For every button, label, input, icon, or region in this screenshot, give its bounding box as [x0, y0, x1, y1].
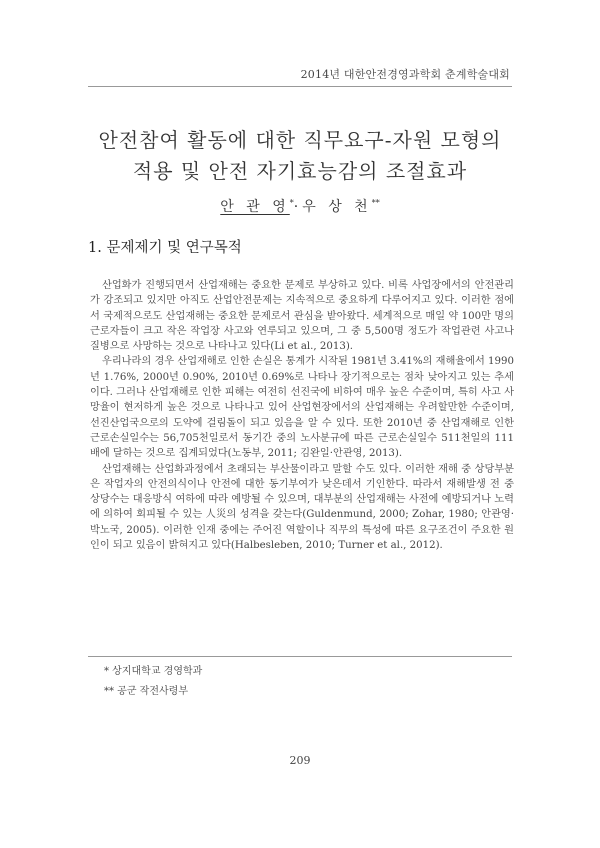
- footnote-divider: [88, 656, 512, 657]
- paragraph-2: 우리나라의 경우 산업재해로 인한 손실은 통계가 시작된 1981년 3.41%의 재해율에서 1990년 1.76%, 2000년 0.90%, 2010년 0.69%로 나타나 장기적으로는 점차 낮아지고 있는 추세이다. 그러나 산업재해로 인한 피해는 여전히 선진국에 비하여 매우 높은 수준이며, 특히 사고 사망율이 현저하게 높은 것으로 나타나고 있어 산업현장에서의 산업재해는 우려할만한 수준이며, 선진산업국으로의 도약에 걸림돌이 되고 있음을 알 수 있다. 또한 2010년 중 산업재해로 인한 근로손실일수는 56,705천일로서 동기간 중의 노사분규에 따른 근로손실일수 511천일의 111배에 달하는 것으로 집계되었다(노동부, 2011; 김완일·안관영, 2013).: [90, 356, 514, 460]
- footnote-1: * 상지대학교 경영학과: [104, 666, 203, 677]
- paragraph-1: 산업화가 진행되면서 산업재해는 중요한 문제로 부상하고 있다. 비록 사업장에서의 안전관리가 강조되고 있지만 아직도 산업안전문제는 지속적으로 중요하게 다루어지고 있다. 이러한 점에서 국제적으로도 산업재해는 중요한 문제로서 관심을 받아왔다. 세계적으로 매일 약 100만 명의 근로자들이 크고 작은 작업장 사고와 연루되고 있으며, 그 중 5,500명 정도가 작업관련 사고나 질병으로 사망하는 것으로 나타나고 있다(Li et al., 2013).: [90, 280, 514, 353]
- footnotes: [104, 662, 202, 702]
- author-2-mark: **: [371, 198, 380, 208]
- section-heading: 1. 문제제기 및 연구목적: [88, 240, 242, 256]
- author-line: [0, 196, 600, 216]
- paper-title-line-2: 적용 및 안전 자기효능감의 조절효과: [132, 159, 468, 183]
- paper-title-line-1: 안전참여 활동에 대한 직무요구-자원 모형의: [98, 128, 502, 152]
- paragraph-3: 산업재해는 산업화과정에서 초래되는 부산물이라고 말할 수도 있다. 이러한 재해 중 상당부분은 작업자의 안전의식이나 안전에 대한 동기부여가 낮은데서 기인한다. 따라서 재해발생 전 중 상당수는 대응방식 여하에 따라 예방될 수 있으며, 대부분의 산업재해는 사전에 예방되거나 노력에 의하여 회피될 수 있는 人災의 성격을 갖는다(Guldenmund, 2000; Zohar, 1980; 안관영·박노국, 2005). 이러한 인재 중에는 주어진 역할이나 직무의 특성에 따른 요구조건이 주요한 원인이 되고 있음이 밝혀지고 있다(Halbesleben, 2010; Turner et al., 2012).: [90, 463, 514, 552]
- footnote-2: ** 공군 작전사령부: [104, 686, 188, 697]
- page-number: 209: [289, 754, 311, 767]
- author-separator: ·: [293, 199, 303, 215]
- header-divider: [88, 86, 512, 87]
- conference-header: 2014년 대한안전경영과학회 춘계학술대회: [300, 68, 510, 81]
- author-1-mark: *: [289, 198, 294, 208]
- author-2-name: 우 상 천: [302, 199, 372, 215]
- author-1-name: 안 관 영: [220, 199, 290, 215]
- body-text: [90, 278, 514, 553]
